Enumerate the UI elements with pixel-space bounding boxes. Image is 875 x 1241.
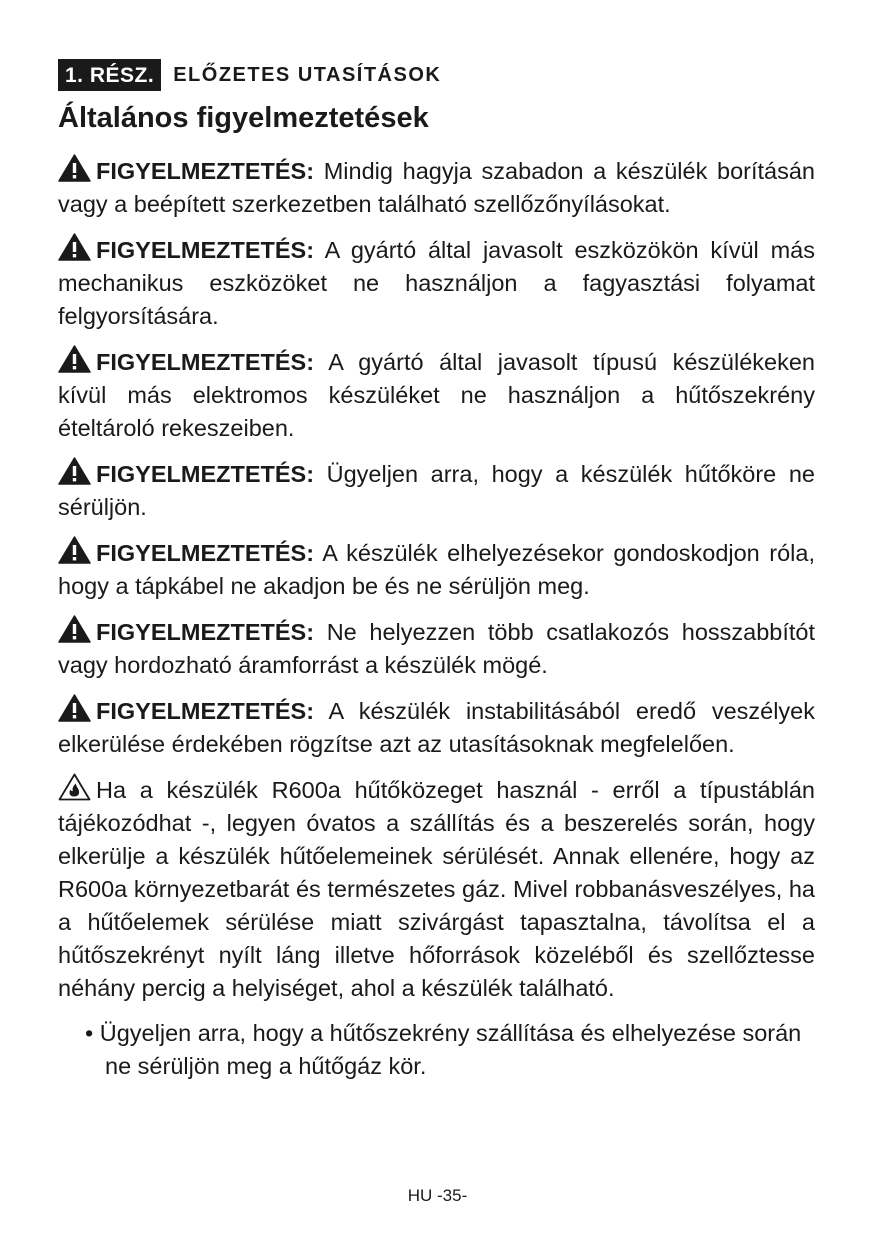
warning-label: FIGYELMEZTETÉS: [96, 237, 315, 263]
section-title: ELŐZETES UTASÍTÁSOK [173, 63, 442, 86]
warning-text: A készülék elhelyezésekor gondoskodjon róla, hogy a tápkábel ne akadjon be és ne sérüljön meg. [58, 540, 815, 599]
flammable-note-text: Ha a készülék R600a hűtőközeget használ - erről a típustáblán tájékozódhat -, legyen óvatos a szállítás és a beszerelés során, hogy elkerülje a készülék hűtőelemeinek sérülését. Annak ellenére, hogy az R600a környezetbarát és természetes gáz. Mivel robbanásveszélyes, ha a hűtőelemek sérülése miatt szivárgást tapasztalna, távolítsa el a hűtőszekrényt nyílt láng illetve hőforrások közeléből és szellőztesse néhány percig a helyiséget, ahol a készülék található. [58, 777, 815, 1001]
manual-page [58, 58, 815, 1083]
warning-text: Ügyeljen arra, hogy a készülék hűtőköre ne sérüljön. [58, 461, 815, 520]
warning-icon [58, 457, 91, 485]
page-title: Általános figyelmeztetések [58, 102, 429, 134]
flammable-note-paragraph [58, 773, 815, 1005]
warning-icon [58, 536, 91, 564]
warning-paragraph [58, 154, 815, 221]
warning-text: A gyártó által javasolt eszközökön kívül más mechanikus eszközöket ne használjon a fagyasztási folyamat felgyorsítására. [58, 237, 816, 329]
warning-text: A gyártó által javasolt típusú készülékeken kívül más elektromos készüléket ne használjon a hűtőszekrény ételtároló rekeszeiben. [58, 349, 815, 441]
warning-icon [58, 154, 91, 182]
section-tag: 1. RÉSZ. [58, 59, 161, 91]
warning-label: FIGYELMEZTETÉS: [96, 158, 315, 184]
warning-text: Ne helyezzen több csatlakozós hosszabbítót vagy hordozható áramforrást a készülék mögé. [58, 619, 815, 678]
warning-paragraph [58, 457, 815, 524]
warning-label: FIGYELMEZTETÉS: [96, 698, 315, 724]
warning-text: Mindig hagyja szabadon a készülék borításán vagy a beépített szerkezetben található szellőzőnyílásokat. [58, 158, 815, 217]
bullet-text: Ügyeljen arra, hogy a hűtőszekrény szállítása és elhelyezése során ne sérüljön meg a hűtőgáz kör. [99, 1020, 802, 1079]
warning-label: FIGYELMEZTETÉS: [96, 540, 315, 566]
bullet-marker: • [85, 1020, 94, 1046]
warning-paragraph [58, 345, 815, 445]
section-header [58, 58, 815, 92]
warning-paragraph [58, 615, 815, 682]
warning-icon [58, 615, 91, 643]
bullet-item [85, 1017, 815, 1083]
flammable-warning-icon [58, 773, 91, 801]
warning-label: FIGYELMEZTETÉS: [96, 461, 315, 487]
page-number: HU -35- [407, 1186, 468, 1205]
warning-label: FIGYELMEZTETÉS: [96, 619, 315, 645]
warning-text: A készülék instabilitásából eredő veszélyek elkerülése érdekében rögzítse azt az utasításoknak megfelelően. [58, 698, 816, 757]
warning-label: FIGYELMEZTETÉS: [96, 349, 315, 375]
warning-paragraph [58, 694, 815, 761]
warning-icon [58, 345, 91, 373]
warning-paragraph [58, 536, 815, 603]
warning-icon [58, 233, 91, 261]
warning-icon [58, 694, 91, 722]
warning-paragraph [58, 233, 815, 333]
